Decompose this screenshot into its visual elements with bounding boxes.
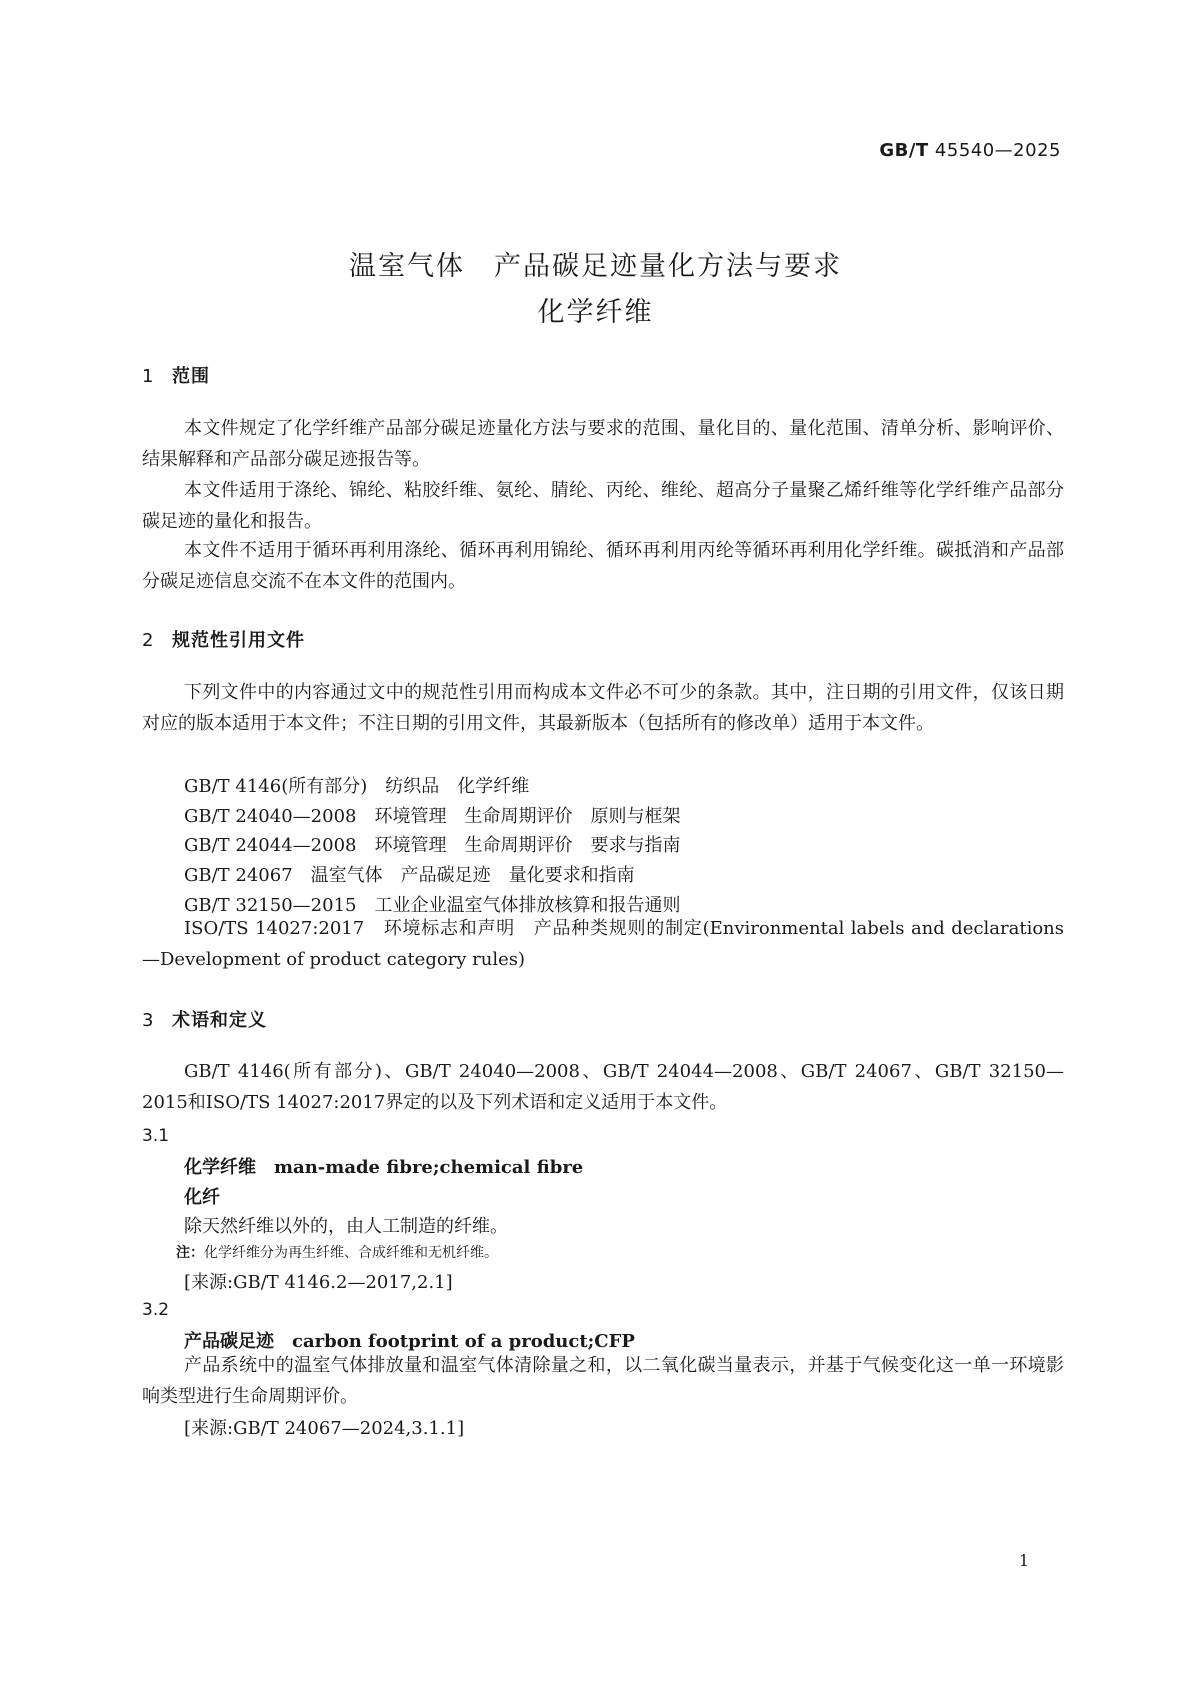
standard-code: 45540—2025 — [934, 140, 1061, 161]
note-text: 化学纤维分为再生纤维、合成纤维和无机纤维。 — [204, 1245, 498, 1261]
note-label: 注： — [176, 1245, 204, 1261]
reference-item: GB/T 24040—2008 环境管理 生命周期评价 原则与框架 — [184, 806, 681, 827]
section-title: 范围 — [172, 366, 210, 387]
standard-number — [879, 140, 1061, 161]
document-subtitle: 化学纤维 — [537, 297, 654, 328]
term-en: carbon footprint of a product;CFP — [292, 1331, 635, 1352]
standard-prefix: GB/T — [879, 140, 929, 161]
reference-item: GB/T 32150—2015 工业企业温室气体排放核算和报告通则 — [184, 895, 681, 916]
term-number: 3.2 — [142, 1300, 170, 1320]
section-heading-scope — [142, 362, 210, 388]
reference-item: GB/T 24067 温室气体 产品碳足迹 量化要求和指南 — [184, 865, 635, 886]
term-number: 3.1 — [142, 1126, 170, 1146]
section-heading-normative-references — [142, 626, 305, 652]
terms-intro: GB/T 4146(所有部分)、GB/T 24040—2008、GB/T 24044—2008、GB/T 24067、GB/T 32150—2015和ISO/TS 14027:2017界定的以及下列术语和定义适用于本文件。 — [142, 1061, 1064, 1113]
term-en: man-made fibre;chemical fibre — [274, 1157, 584, 1178]
section-number: 1 — [142, 366, 155, 387]
reference-item-iso: ISO/TS 14027:2017 环境标志和声明 产品种类规则的制定(Environmental labels and declarations—Development of product category rules) — [142, 918, 1064, 970]
scope-paragraph-3: 本文件不适用于循环再利用涤纶、循环再利用锦纶、循环再利用丙纶等循环再利用化学纤维。碳抵消和产品部分碳足迹信息交流不在本文件的范围内。 — [142, 540, 1064, 592]
term-alt: 化纤 — [184, 1187, 220, 1208]
term-source: [来源:GB/T 4146.2—2017,2.1] — [184, 1272, 453, 1293]
section-heading-terms — [142, 1006, 267, 1032]
section-title: 规范性引用文件 — [172, 630, 305, 651]
section-title: 术语和定义 — [172, 1010, 267, 1031]
references-intro: 下列文件中的内容通过文中的规范性引用而构成本文件必不可少的条款。其中，注日期的引用文件，仅该日期对应的版本适用于本文件；不注日期的引用文件，其最新版本（包括所有的修改单）适用于本文件。 — [142, 682, 1064, 734]
reference-item: GB/T 24044—2008 环境管理 生命周期评价 要求与指南 — [184, 835, 681, 856]
page-number: 1 — [1018, 1551, 1029, 1570]
section-number: 2 — [142, 630, 155, 651]
term-note — [176, 1242, 498, 1262]
document-title: 温室气体 产品碳足迹量化方法与要求 — [349, 251, 842, 282]
reference-item: GB/T 4146(所有部分) 纺织品 化学纤维 — [184, 776, 530, 797]
term-heading — [184, 1153, 583, 1179]
section-number: 3 — [142, 1010, 155, 1031]
scope-paragraph-2: 本文件适用于涤纶、锦纶、粘胶纤维、氨纶、腈纶、丙纶、维纶、超高分子量聚乙烯纤维等化学纤维产品部分碳足迹的量化和报告。 — [142, 480, 1064, 532]
term-definition: 产品系统中的温室气体排放量和温室气体清除量之和，以二氧化碳当量表示，并基于气候变化这一单一环境影响类型进行生命周期评价。 — [142, 1355, 1064, 1407]
term-zh: 产品碳足迹 — [184, 1331, 274, 1352]
term-source: [来源:GB/T 24067—2024,3.1.1] — [184, 1418, 465, 1439]
scope-paragraph-1: 本文件规定了化学纤维产品部分碳足迹量化方法与要求的范围、量化目的、量化范围、清单分析、影响评价、结果解释和产品部分碳足迹报告等。 — [142, 418, 1064, 470]
term-zh: 化学纤维 — [184, 1157, 256, 1178]
term-definition: 除天然纤维以外的，由人工制造的纤维。 — [184, 1216, 508, 1237]
